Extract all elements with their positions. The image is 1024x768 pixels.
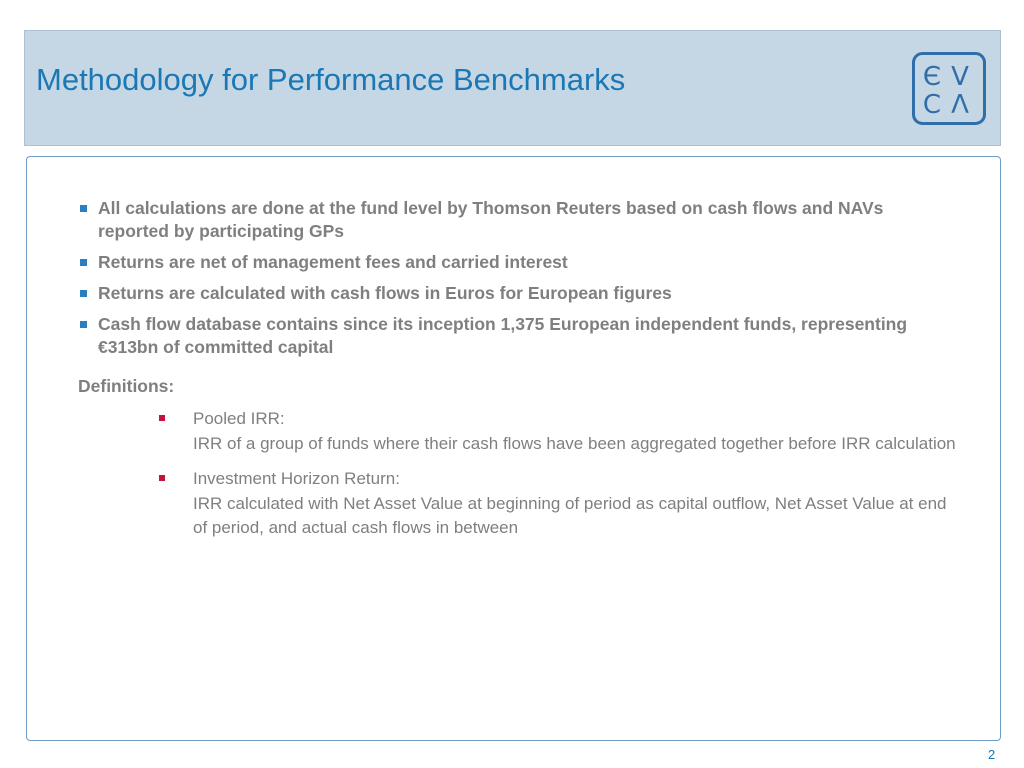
definition-term: Pooled IRR: xyxy=(193,409,285,428)
bullet-text: Returns are net of management fees and carried interest xyxy=(98,252,568,272)
logo-letter-e: Є xyxy=(922,62,942,92)
definition-text: IRR of a group of funds where their cash flows have been aggregated together before IRR calculation xyxy=(193,433,956,453)
definition-term: Investment Horizon Return: xyxy=(193,469,400,488)
logo-letter-lambda: Λ xyxy=(951,90,969,120)
logo-letter-c: C xyxy=(922,90,942,120)
bullet-text: All calculations are done at the fund level by Thomson Reuters based on cash flows and NAVs reported by participating GPs xyxy=(98,198,884,241)
bullet-item xyxy=(79,313,959,359)
definition-text: IRR calculated with Net Asset Value at beginning of period as capital outflow, Net Asset Value at end of period, and actual cash flows in between xyxy=(193,493,947,537)
square-bullet-icon xyxy=(159,415,165,421)
bullet-item xyxy=(79,197,959,243)
logo-letter-v: V xyxy=(951,62,969,92)
definitions-list xyxy=(158,407,958,552)
bullet-text: Returns are calculated with cash flows in Euros for European figures xyxy=(98,283,672,303)
square-bullet-icon xyxy=(80,205,87,212)
square-bullet-icon xyxy=(80,290,87,297)
evca-logo xyxy=(912,52,986,125)
bullet-text: Cash flow database contains since its inception 1,375 European independent funds, representing €313bn of committed capital xyxy=(98,314,908,357)
square-bullet-icon xyxy=(159,475,165,481)
page-number: 2 xyxy=(988,747,996,762)
square-bullet-icon xyxy=(80,259,87,266)
bullet-item xyxy=(79,282,959,305)
definition-item xyxy=(158,407,958,456)
bullet-list xyxy=(79,197,959,367)
slide-title: Methodology for Performance Benchmarks xyxy=(36,62,626,97)
definitions-heading: Definitions: xyxy=(78,376,175,396)
square-bullet-icon xyxy=(80,321,87,328)
bullet-item xyxy=(79,251,959,274)
definition-item xyxy=(158,467,958,541)
content-box xyxy=(26,156,1001,741)
